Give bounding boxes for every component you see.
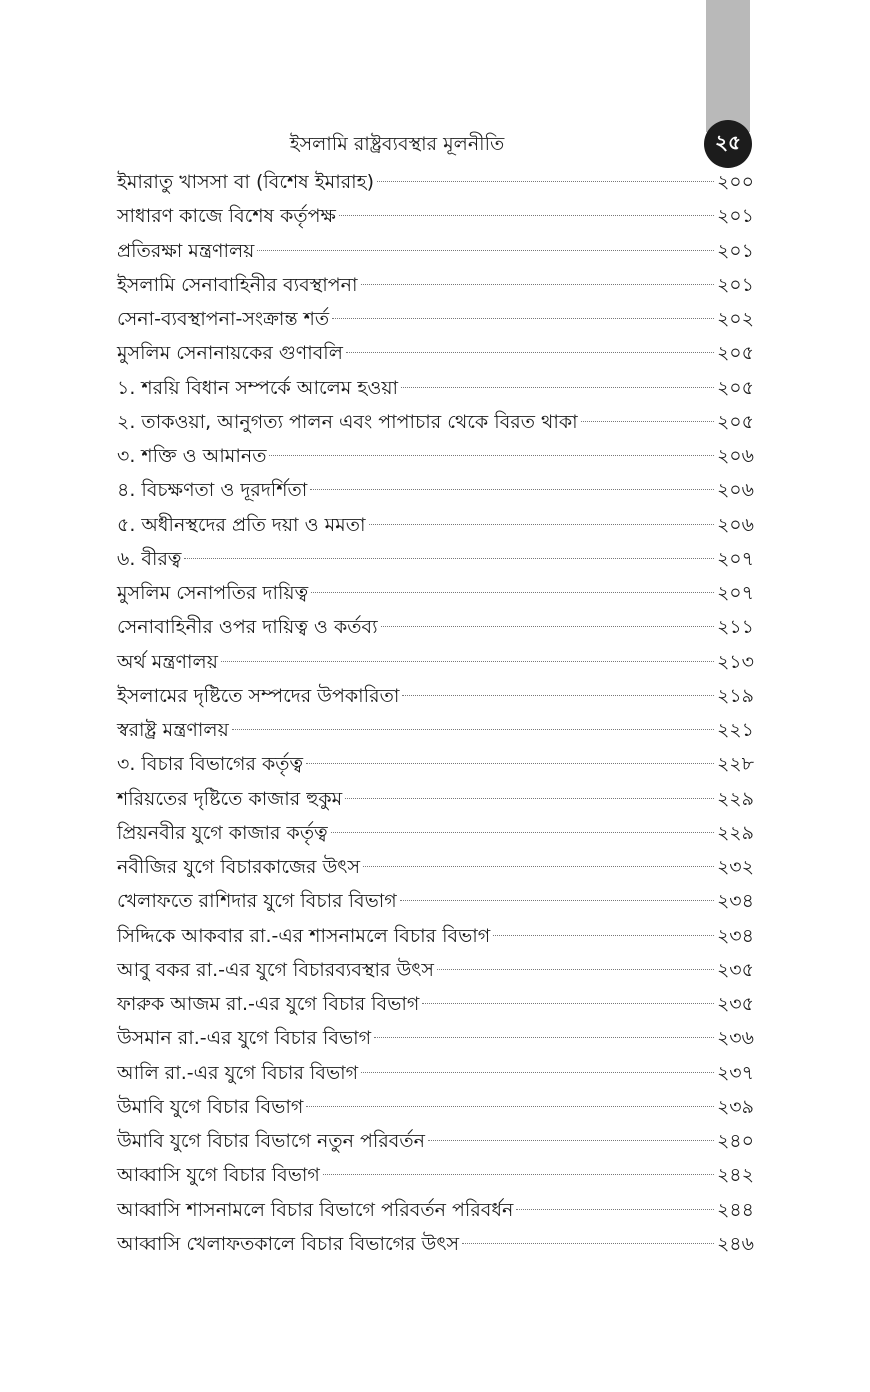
dot-leader bbox=[361, 1072, 714, 1073]
toc-entry-page: ২০৬ bbox=[716, 479, 754, 502]
toc-entry[interactable] bbox=[117, 542, 754, 576]
toc-entry-title: অর্থ মন্ত্রণালয় bbox=[117, 650, 218, 673]
dot-leader bbox=[428, 1140, 714, 1141]
toc-entry[interactable] bbox=[117, 953, 754, 987]
toc-entry[interactable] bbox=[117, 645, 754, 679]
dot-leader bbox=[332, 318, 714, 319]
toc-entry-title: ৩. শক্তি ও আমানত bbox=[117, 445, 267, 467]
dot-leader bbox=[381, 626, 714, 627]
dot-leader bbox=[516, 1209, 714, 1210]
toc-entry[interactable] bbox=[117, 884, 754, 918]
toc-entry[interactable] bbox=[117, 1227, 754, 1261]
toc-entry-page: ২০৬ bbox=[716, 445, 754, 467]
toc-entry[interactable] bbox=[117, 439, 754, 473]
toc-entry-page: ২৪৬ bbox=[716, 1232, 754, 1255]
toc-entry-title: আবু বকর রা.-এর যুগে বিচারব্যবস্থার উৎস bbox=[117, 958, 434, 981]
toc-entry-title: মুসলিম সেনানায়কের গুণাবলি bbox=[117, 342, 343, 365]
dot-leader bbox=[361, 284, 715, 285]
dot-leader bbox=[306, 763, 714, 764]
toc-entry-page: ২০৬ bbox=[716, 513, 754, 536]
toc-entry-title: উমাবি যুগে বিচার বিভাগে নতুন পরিবর্তন bbox=[117, 1130, 425, 1152]
toc-entry-title: সাধারণ কাজে বিশেষ কর্তৃপক্ষ bbox=[117, 205, 336, 228]
toc-entry[interactable] bbox=[117, 199, 754, 233]
toc-entry-page: ২০৫ bbox=[716, 376, 754, 399]
dot-leader bbox=[310, 489, 714, 490]
toc-entry[interactable] bbox=[117, 336, 754, 370]
toc-entry-page: ২০১ bbox=[716, 273, 754, 296]
dot-leader bbox=[221, 661, 714, 662]
toc-entry-title: ইসলামের দৃষ্টিতে সম্পদের উপকারিতা bbox=[117, 684, 400, 707]
toc-entry-page: ২০৭ bbox=[716, 582, 754, 604]
toc-entry-page: ২২৮ bbox=[716, 753, 754, 776]
toc-entry-page: ২০২ bbox=[716, 308, 754, 330]
toc-entry[interactable] bbox=[117, 268, 754, 302]
toc-entry-title: সেনাবাহিনীর ওপর দায়িত্ব ও কর্তব্য bbox=[117, 616, 378, 639]
toc-entry-title: সিদ্দিকে আকবার রা.-এর শাসনামলে বিচার বিভাগ bbox=[117, 924, 491, 947]
dot-leader bbox=[184, 558, 714, 559]
page-number-badge: ২৫ bbox=[704, 120, 752, 168]
toc-entry-page: ২৩৯ bbox=[716, 1095, 754, 1118]
dot-leader bbox=[581, 421, 714, 422]
toc-entry-page: ২১৯ bbox=[716, 684, 754, 707]
dot-leader bbox=[346, 352, 714, 353]
toc-entry-title: ৪. বিচক্ষণতা ও দূরদর্শিতা bbox=[117, 479, 308, 502]
toc-entry-page: ২০১ bbox=[716, 239, 754, 262]
toc-entry[interactable] bbox=[117, 919, 754, 953]
toc-entry-page: ২০৫ bbox=[716, 342, 754, 365]
toc-entry-page: ২৩২ bbox=[716, 856, 754, 878]
toc-entry-page: ২০১ bbox=[716, 205, 754, 228]
toc-entry-page: ২০৫ bbox=[716, 410, 754, 433]
toc-entry-page: ২৩৪ bbox=[716, 890, 754, 913]
toc-entry[interactable] bbox=[117, 576, 754, 610]
toc-entry[interactable] bbox=[117, 234, 754, 268]
page-edge-tab bbox=[706, 0, 750, 132]
toc-entry[interactable] bbox=[117, 1158, 754, 1192]
toc-entry[interactable] bbox=[117, 165, 754, 199]
dot-leader bbox=[369, 524, 715, 525]
dot-leader bbox=[377, 181, 714, 182]
toc-entry[interactable] bbox=[117, 782, 754, 816]
toc-entry-page: ২৩৫ bbox=[716, 993, 754, 1015]
toc-entry-title: প্রিয়নবীর যুগে কাজার কর্তৃত্ব bbox=[117, 821, 328, 844]
toc-entry-page: ২৪২ bbox=[716, 1164, 754, 1187]
toc-entry-page: ২৩৪ bbox=[716, 924, 754, 947]
toc-entry-title: আব্বাসি শাসনামলে বিচার বিভাগে পরিবর্তন পরিবর্ধন bbox=[117, 1198, 514, 1221]
toc-entry-page: ২২১ bbox=[716, 719, 754, 741]
toc-entry-page: ২০৭ bbox=[716, 547, 754, 570]
dot-leader bbox=[462, 1243, 714, 1244]
toc-entry-title: ৫. অধীনস্থদের প্রতি দয়া ও মমতা bbox=[117, 513, 366, 536]
toc-entry-title: আব্বাসি যুগে বিচার বিভাগ bbox=[117, 1164, 320, 1187]
toc-entry-title: সেনা-ব্যবস্থাপনা-সংক্রান্ত শর্ত bbox=[117, 308, 330, 330]
toc-entry-title: নবীজির যুগে বিচারকাজের উৎস bbox=[117, 856, 361, 878]
toc-entry[interactable] bbox=[117, 850, 754, 884]
dot-leader bbox=[345, 798, 714, 799]
toc-entry[interactable] bbox=[117, 1193, 754, 1227]
toc-entry-title: প্রতিরক্ষা মন্ত্রণালয় bbox=[117, 239, 255, 262]
dot-leader bbox=[400, 900, 714, 901]
toc-entry-title: ফারুক আজম রা.-এর যুগে বিচার বিভাগ bbox=[117, 993, 420, 1015]
dot-leader bbox=[363, 866, 714, 867]
toc-entry-title: আলি রা.-এর যুগে বিচার বিভাগ bbox=[117, 1061, 359, 1084]
toc-entry-title: উমাবি যুগে বিচার বিভাগ bbox=[117, 1095, 304, 1118]
toc-entry-page: ২১৩ bbox=[716, 650, 754, 673]
toc-entry[interactable] bbox=[117, 1056, 754, 1090]
dot-leader bbox=[422, 1003, 714, 1004]
dot-leader bbox=[339, 215, 714, 216]
toc-entry[interactable] bbox=[117, 473, 754, 507]
toc-entry-page: ২৪০ bbox=[716, 1130, 754, 1152]
toc-entry[interactable] bbox=[117, 1090, 754, 1124]
toc-entry-page: ২৩৫ bbox=[716, 958, 754, 981]
toc-entry-page: ২০০ bbox=[716, 171, 754, 193]
toc-entry[interactable] bbox=[117, 679, 754, 713]
running-title: ইসলামি রাষ্ট্রব্যবস্থার মূলনীতি bbox=[289, 133, 505, 155]
table-of-contents bbox=[117, 165, 754, 1261]
toc-entry-page: ২১১ bbox=[716, 616, 754, 639]
toc-entry-page: ২৪৪ bbox=[716, 1198, 754, 1221]
toc-entry[interactable] bbox=[117, 302, 754, 336]
dot-leader bbox=[323, 1174, 714, 1175]
toc-entry[interactable] bbox=[117, 713, 754, 747]
toc-entry-title: স্বরাষ্ট্র মন্ত্রণালয় bbox=[117, 719, 229, 741]
dot-leader bbox=[269, 455, 714, 456]
toc-entry-title: ইমারাতু খাসসা বা (বিশেষ ইমারাহ) bbox=[117, 171, 375, 193]
toc-entry-title: শরিয়তের দৃষ্টিতে কাজার হুকুম bbox=[117, 787, 343, 810]
dot-leader bbox=[402, 695, 714, 696]
toc-entry[interactable] bbox=[117, 610, 754, 644]
dot-leader bbox=[306, 1106, 714, 1107]
toc-entry[interactable] bbox=[117, 371, 754, 405]
toc-entry-title: মুসলিম সেনাপতির দায়িত্ব bbox=[117, 582, 309, 604]
toc-entry[interactable] bbox=[117, 816, 754, 850]
toc-entry-page: ২২৯ bbox=[716, 787, 754, 810]
dot-leader bbox=[493, 935, 714, 936]
toc-entry-title: ১. শরয়ি বিধান সম্পর্কে আলেম হওয়া bbox=[117, 376, 399, 399]
toc-entry[interactable] bbox=[117, 508, 754, 542]
toc-entry-page: ২২৯ bbox=[716, 821, 754, 844]
toc-entry-title: ইসলামি সেনাবাহিনীর ব্যবস্থাপনা bbox=[117, 273, 358, 296]
dot-leader bbox=[232, 729, 714, 730]
dot-leader bbox=[331, 832, 714, 833]
dot-leader bbox=[311, 592, 714, 593]
toc-entry-title: খেলাফতে রাশিদার যুগে বিচার বিভাগ bbox=[117, 890, 397, 913]
toc-entry[interactable] bbox=[117, 1124, 754, 1158]
toc-entry[interactable] bbox=[117, 987, 754, 1021]
toc-entry-title: উসমান রা.-এর যুগে বিচার বিভাগ bbox=[117, 1027, 372, 1050]
toc-entry[interactable] bbox=[117, 405, 754, 439]
dot-leader bbox=[374, 1037, 714, 1038]
dot-leader bbox=[257, 250, 714, 251]
toc-entry-title: আব্বাসি খেলাফতকালে বিচার বিভাগের উৎস bbox=[117, 1232, 460, 1255]
dot-leader bbox=[437, 969, 714, 970]
toc-entry-title: ৬. বীরত্ব bbox=[117, 547, 182, 570]
dot-leader bbox=[401, 387, 714, 388]
toc-entry-page: ২৩৬ bbox=[716, 1027, 754, 1050]
toc-entry[interactable] bbox=[117, 747, 754, 781]
toc-entry-title: ২. তাকওয়া, আনুগত্য পালন এবং পাপাচার থেকে বিরত থাকা bbox=[117, 410, 578, 433]
toc-entry[interactable] bbox=[117, 1021, 754, 1055]
toc-entry-title: ৩. বিচার বিভাগের কর্তৃত্ব bbox=[117, 753, 304, 776]
toc-entry-page: ২৩৭ bbox=[716, 1061, 754, 1084]
